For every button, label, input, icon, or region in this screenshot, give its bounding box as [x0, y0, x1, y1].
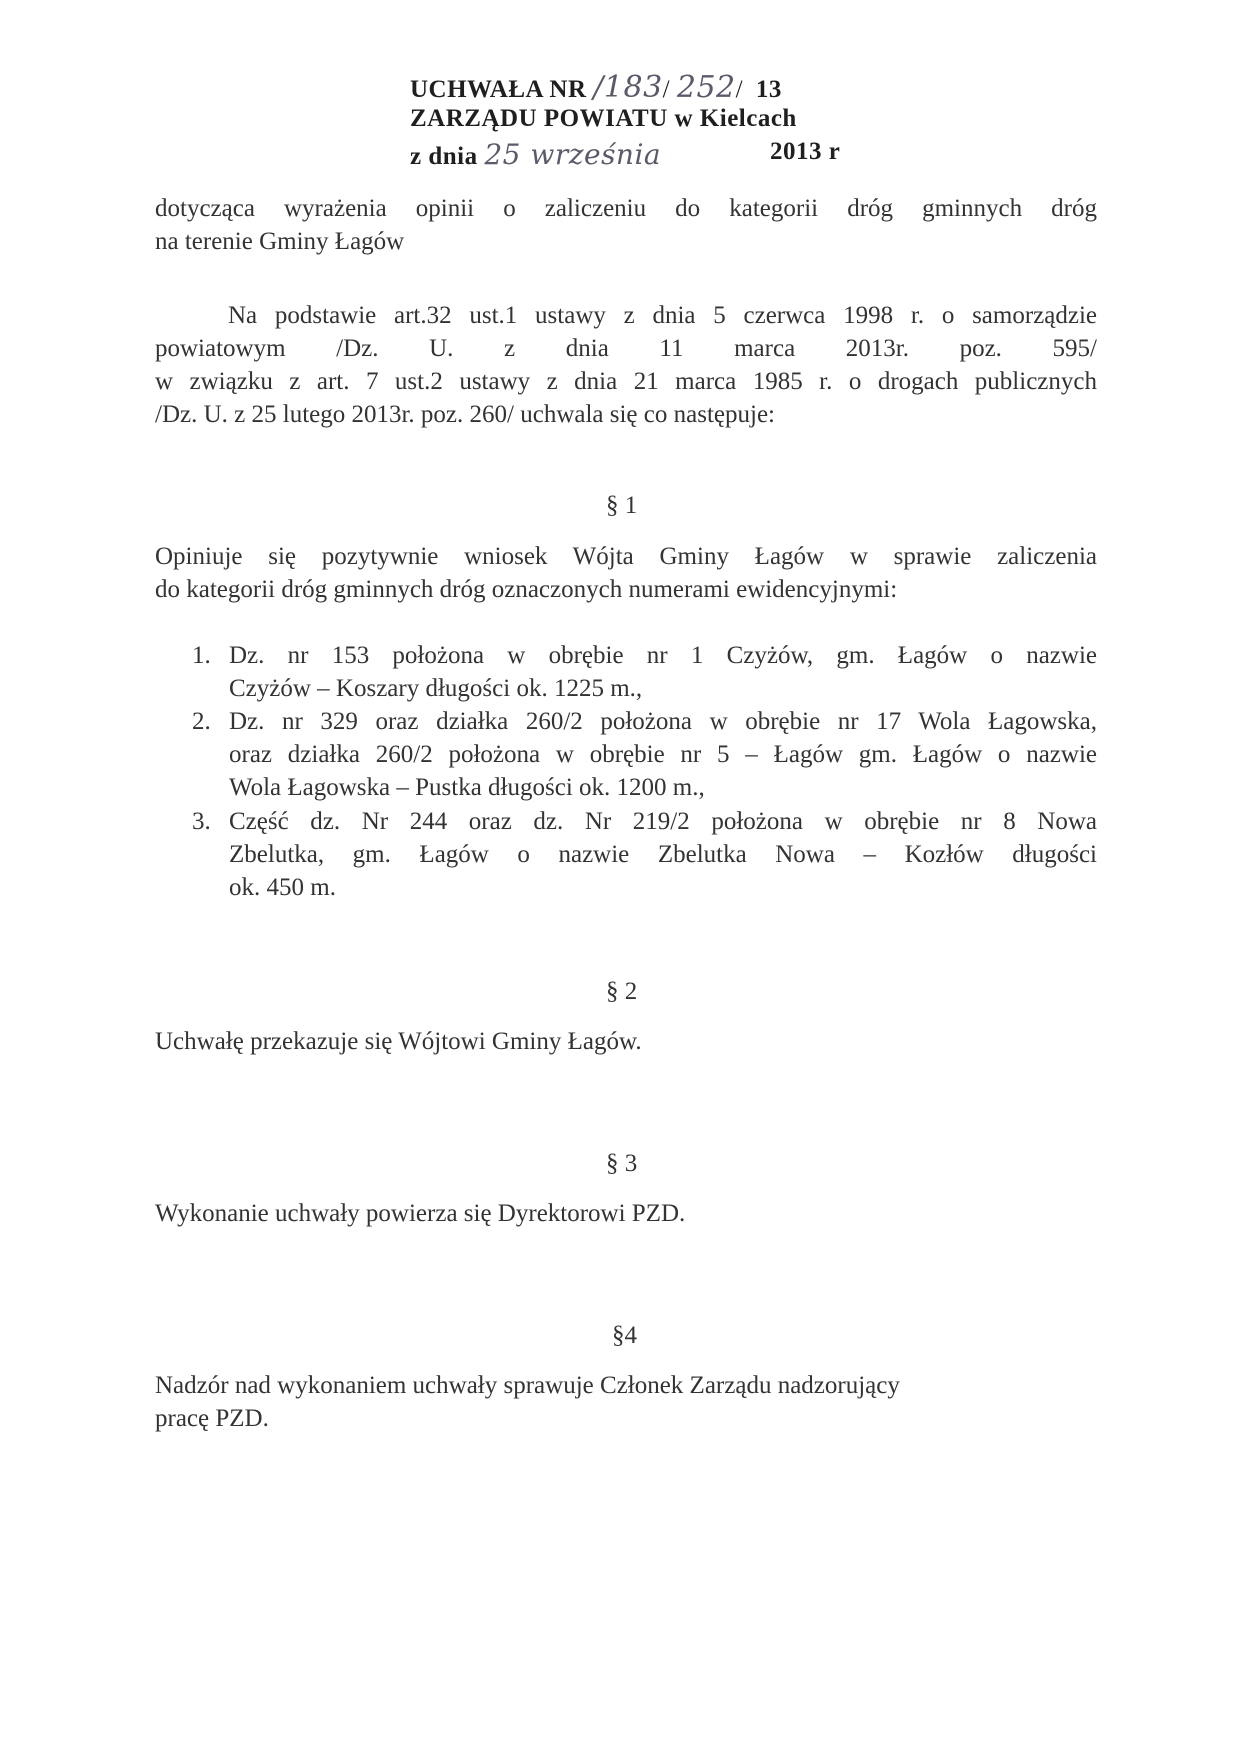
section-1-heading: § 1	[606, 492, 638, 519]
list-item-number: 1.	[192, 642, 211, 669]
list-item-line: Dz. nr 329 oraz działka 260/2 położona w obrębie nr 17 Wola Łagowska,	[229, 708, 1097, 735]
subject-line-2: na terenie Gminy Łagów	[155, 228, 405, 255]
board-name-line: ZARZĄDU POWIATU w Kielcach	[410, 105, 797, 132]
subject-line-1: dotycząca wyrażenia opinii o zaliczeniu do kategorii dróg gminnych dróg	[155, 195, 1097, 222]
date-line	[410, 138, 860, 171]
handwritten-date: 25 września	[484, 138, 662, 171]
list-item-line: Czyżów – Koszary długości ok. 1225 m.,	[229, 675, 643, 702]
resolution-year-suffix: 13	[755, 76, 782, 103]
date-year: 2013 r	[770, 138, 841, 165]
date-prefix: z dnia	[410, 143, 478, 170]
section-3-text: Wykonanie uchwały powierza się Dyrektorowi PZD.	[155, 1200, 686, 1227]
resolution-number-prefix: UCHWAŁA NR	[410, 76, 587, 103]
list-item-line: Wola Łagowska – Pustka długości ok. 1200 m.,	[229, 774, 705, 801]
list-item-number: 3.	[192, 808, 211, 835]
list-item-line: Zbelutka, gm. Łagów o nazwie Zbelutka Nowa – Kozłów długości	[229, 841, 1097, 868]
resolution-number-line	[410, 70, 782, 105]
list-item-line: Dz. nr 153 położona w obrębie nr 1 Czyżów, gm. Łagów o nazwie	[229, 642, 1097, 669]
list-item-number: 2.	[192, 708, 211, 735]
basis-line-4: /Dz. U. z 25 lutego 2013r. poz. 260/ uchwala się co następuje:	[155, 401, 775, 428]
handwritten-number-a: /183	[593, 70, 663, 105]
list-item-line: ok. 450 m.	[229, 874, 336, 901]
section-4-line-2: pracę PZD.	[155, 1405, 269, 1432]
handwritten-number-b: 252	[676, 70, 736, 105]
section-2-heading: § 2	[606, 978, 638, 1005]
section-2-text: Uchwałę przekazuje się Wójtowi Gminy Łagów.	[155, 1028, 642, 1055]
section-1-intro-line-2: do kategorii dróg gminnych dróg oznaczonych numerami ewidencyjnymi:	[155, 576, 898, 603]
section-1-intro-line-1: Opiniuje się pozytywnie wniosek Wójta Gminy Łagów w sprawie zaliczenia	[155, 543, 1097, 570]
basis-line-3: w związku z art. 7 ust.2 ustawy z dnia 21 marca 1985 r. o drogach publicznych	[155, 368, 1097, 395]
basis-line-1: Na podstawie art.32 ust.1 ustawy z dnia 5 czerwca 1998 r. o samorządzie	[228, 302, 1097, 329]
section-4-heading: §4	[612, 1322, 637, 1349]
number-separator: /	[735, 76, 744, 103]
number-separator: /	[662, 76, 671, 103]
section-3-heading: § 3	[606, 1150, 638, 1177]
list-item-line: Część dz. Nr 244 oraz dz. Nr 219/2 położona w obrębie nr 8 Nowa	[229, 808, 1097, 835]
basis-line-2: powiatowym /Dz. U. z dnia 11 marca 2013r. poz. 595/	[155, 335, 1097, 362]
list-item-line: oraz działka 260/2 położona w obrębie nr 5 – Łagów gm. Łagów o nazwie	[229, 741, 1097, 768]
section-4-line-1: Nadzór nad wykonaniem uchwały sprawuje Członek Zarządu nadzorujący	[155, 1372, 900, 1399]
